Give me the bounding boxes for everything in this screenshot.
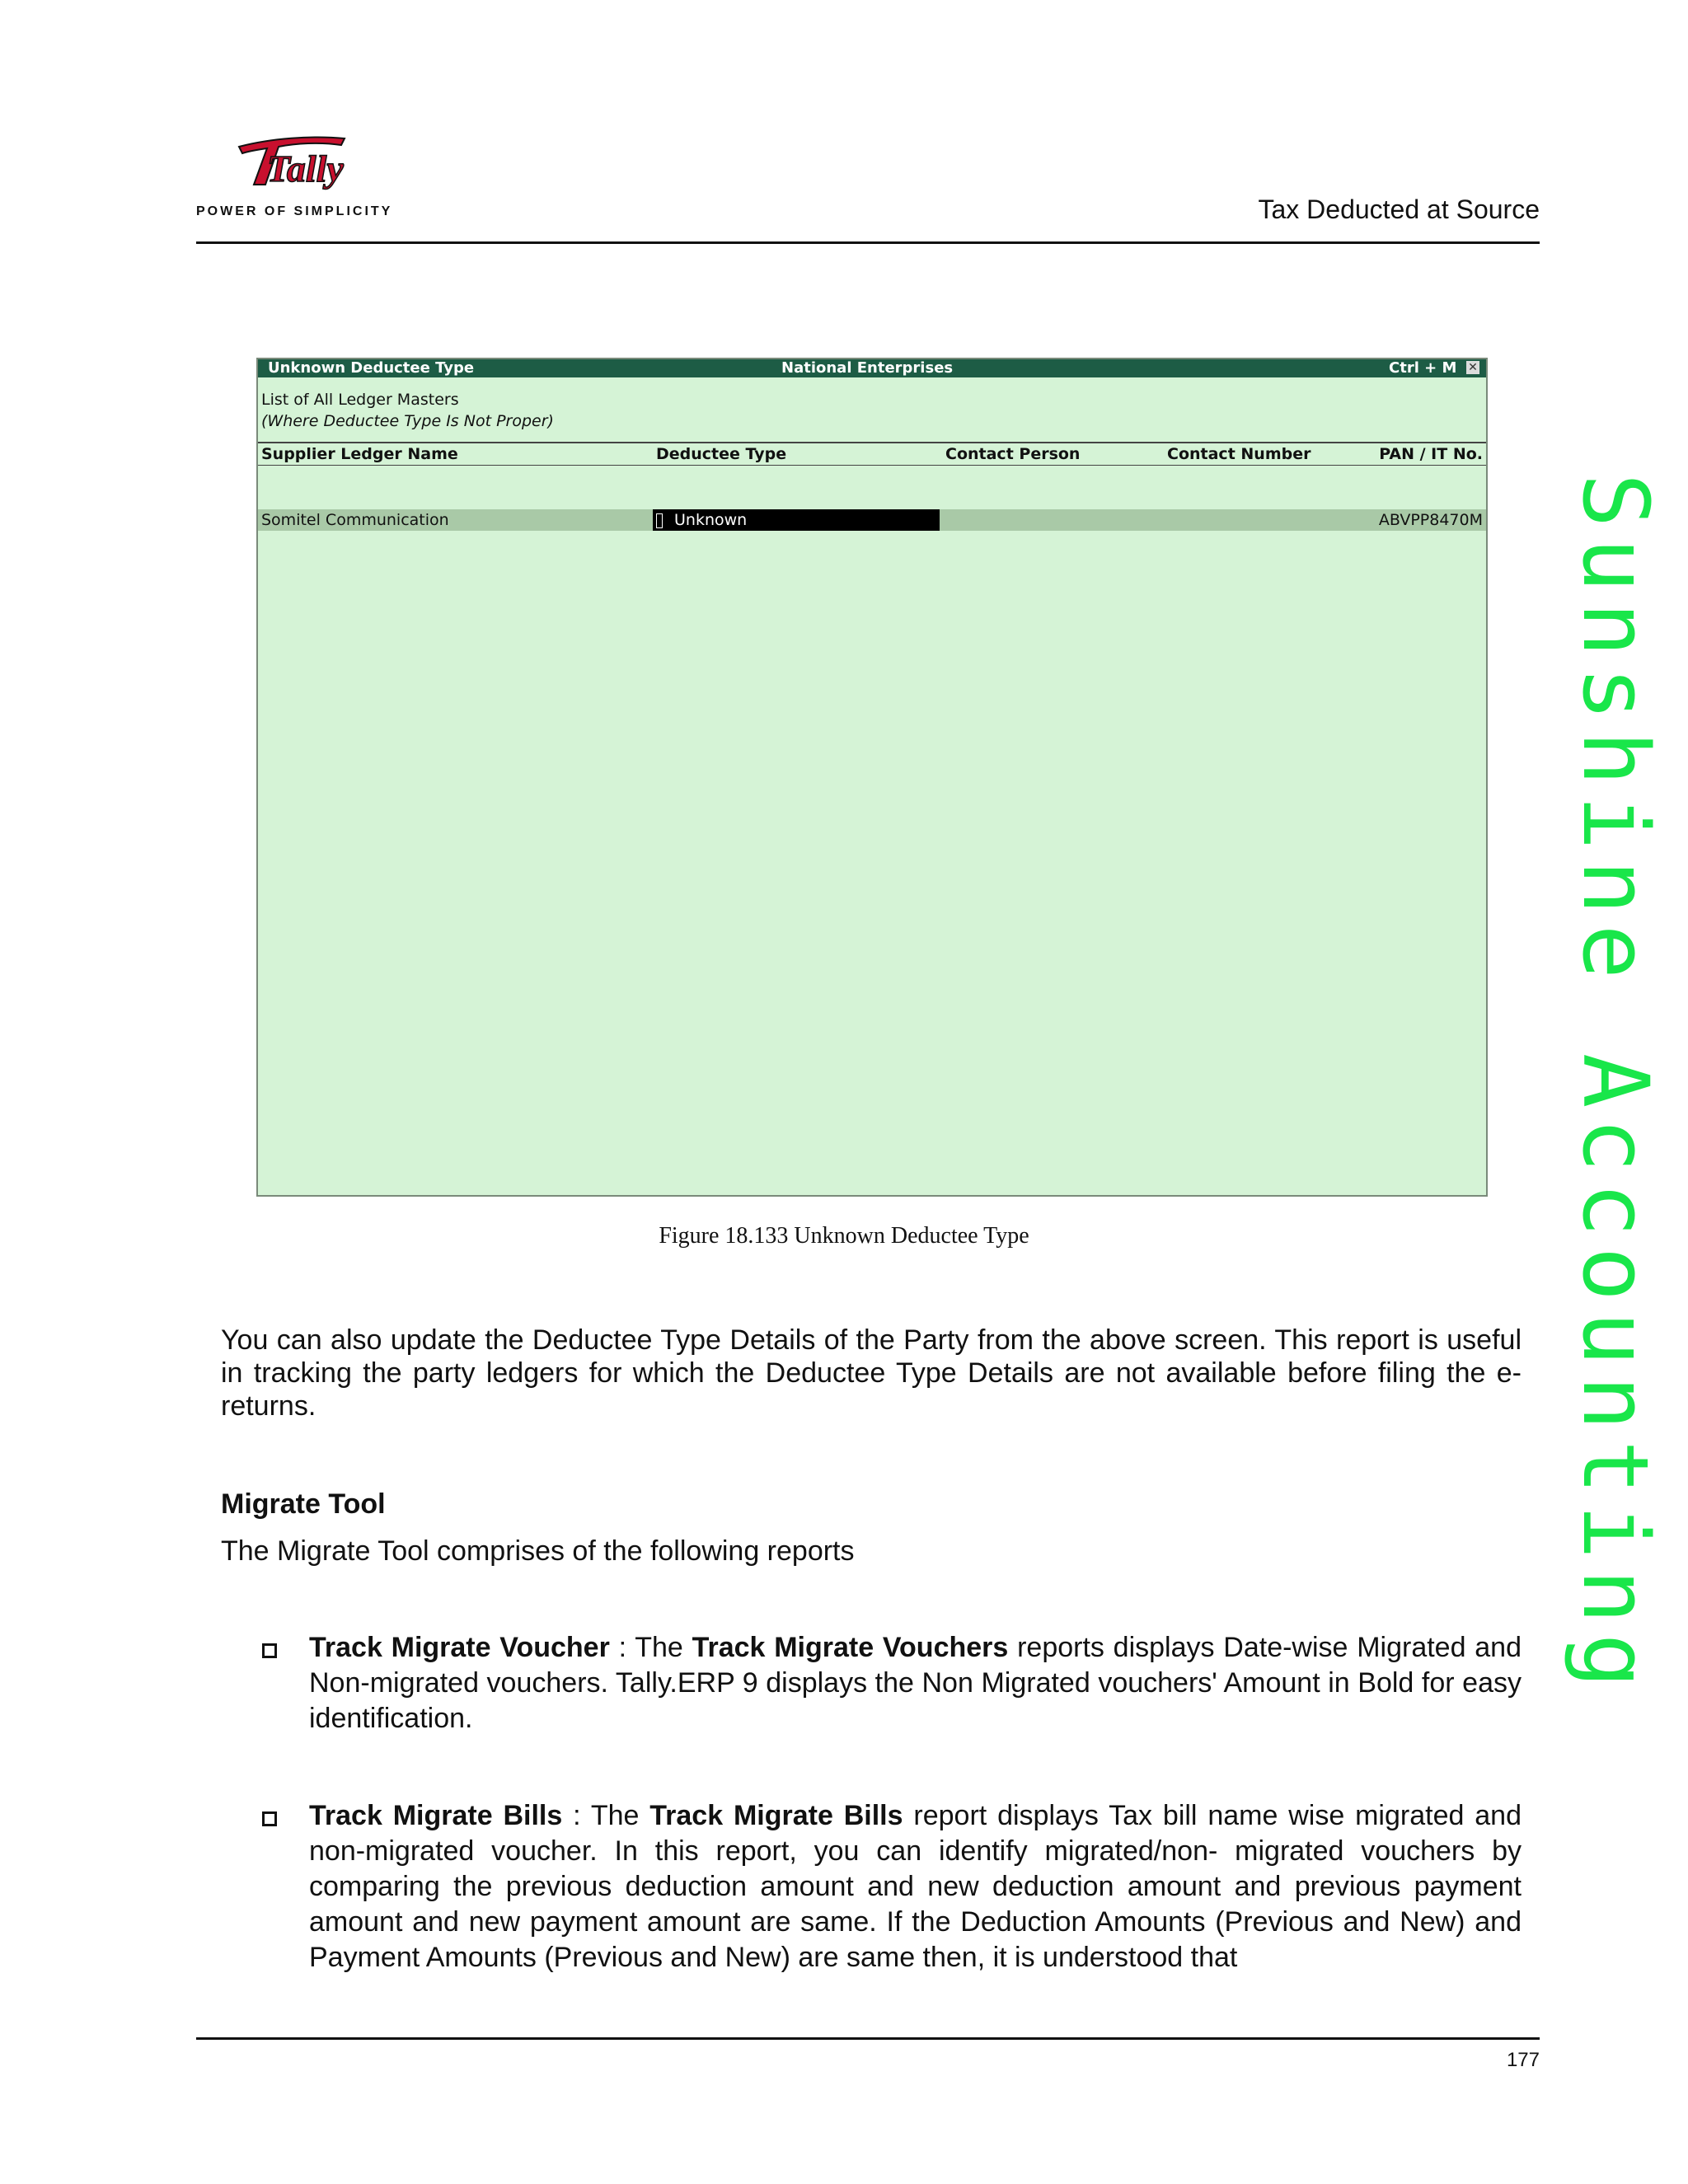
section-heading: Migrate Tool	[221, 1488, 386, 1520]
header-rule	[196, 241, 1540, 244]
list-item-term: Track Migrate Bills	[309, 1800, 563, 1831]
figure-caption: Figure 18.133 Unknown Deductee Type	[659, 1223, 1029, 1249]
list-item	[309, 1798, 1522, 1975]
company-name: National Enterprises	[781, 359, 954, 377]
list-item-separator: : The	[609, 1632, 692, 1663]
header-separator	[258, 442, 1486, 443]
logo-tagline: POWER OF SIMPLICITY	[196, 204, 393, 218]
svg-text:Tally: Tally	[267, 148, 344, 190]
column-header-pan: PAN / IT No.	[1379, 445, 1483, 463]
page-header-title: Tax Deducted at Source	[1258, 194, 1540, 224]
tally-logo-mark	[196, 132, 394, 198]
report-subtitle-note: (Where Deductee Type Is Not Proper)	[261, 412, 554, 430]
deductee-type-value: Unknown	[674, 511, 748, 529]
report-subheading	[261, 389, 554, 432]
body-paragraph: You can also update the Deductee Type Details of the Party from the above screen. This report is useful in tracking the party ledgers for which the Deductee Type Details are not available before filing the e-returns.	[221, 1324, 1522, 1422]
shortcut-label: Ctrl + M	[1389, 359, 1457, 377]
column-header-deductee-type: Deductee Type	[656, 445, 787, 463]
column-header-contact-person: Contact Person	[945, 445, 1081, 463]
list-item-text: reports displays Date-wise Migrated and Non-migrated vouchers. Tally.ERP 9 displays the Non Migrated vouchers' Amount in Bold for easy identification.	[309, 1632, 1522, 1734]
column-header-supplier: Supplier Ledger Name	[261, 445, 458, 463]
list-item-term-inline: Track Migrate Bills	[649, 1800, 903, 1831]
list-item-term-inline: Track Migrate Vouchers	[692, 1632, 1009, 1663]
pan-cell: ABVPP8470M	[1378, 511, 1483, 529]
screen-titlebar	[258, 359, 1486, 377]
report-subtitle: List of All Ledger Masters	[261, 391, 459, 409]
list-item-separator: : The	[562, 1800, 650, 1831]
tally-logo	[196, 132, 394, 224]
footer-rule	[196, 2037, 1540, 2040]
report-title: Unknown Deductee Type	[268, 359, 475, 377]
page-number: 177	[1506, 2049, 1540, 2071]
close-icon[interactable]: ✕	[1466, 361, 1479, 374]
section-intro: The Migrate Tool comprises of the following reports	[221, 1535, 855, 1567]
column-separator	[258, 465, 1486, 466]
supplier-name-cell: Somitel Communication	[261, 511, 449, 529]
table-row[interactable]	[258, 509, 1486, 531]
list-item	[309, 1630, 1522, 1736]
watermark-text: Sunshine Accounting	[1563, 473, 1668, 1699]
tally-report-screen	[256, 358, 1488, 1197]
list-item-term: Track Migrate Voucher	[309, 1632, 610, 1663]
bullet-icon	[262, 1811, 277, 1826]
list-item-text: report displays Tax bill name wise migrated and non-migrated voucher. In this report, you can identify migrated/non- migrated vouchers by comparing the previous deduction amount and new deduction amount and previous payment amount and new payment amount are same. If the Deduction Amounts (Previous and New) and Payment Amounts (Previous and New) are same then, it is understood that	[309, 1800, 1522, 1973]
bullet-icon	[262, 1643, 277, 1658]
column-header-contact-number: Contact Number	[1167, 445, 1311, 463]
cursor-icon	[656, 513, 663, 528]
deductee-type-field[interactable]	[653, 509, 940, 531]
